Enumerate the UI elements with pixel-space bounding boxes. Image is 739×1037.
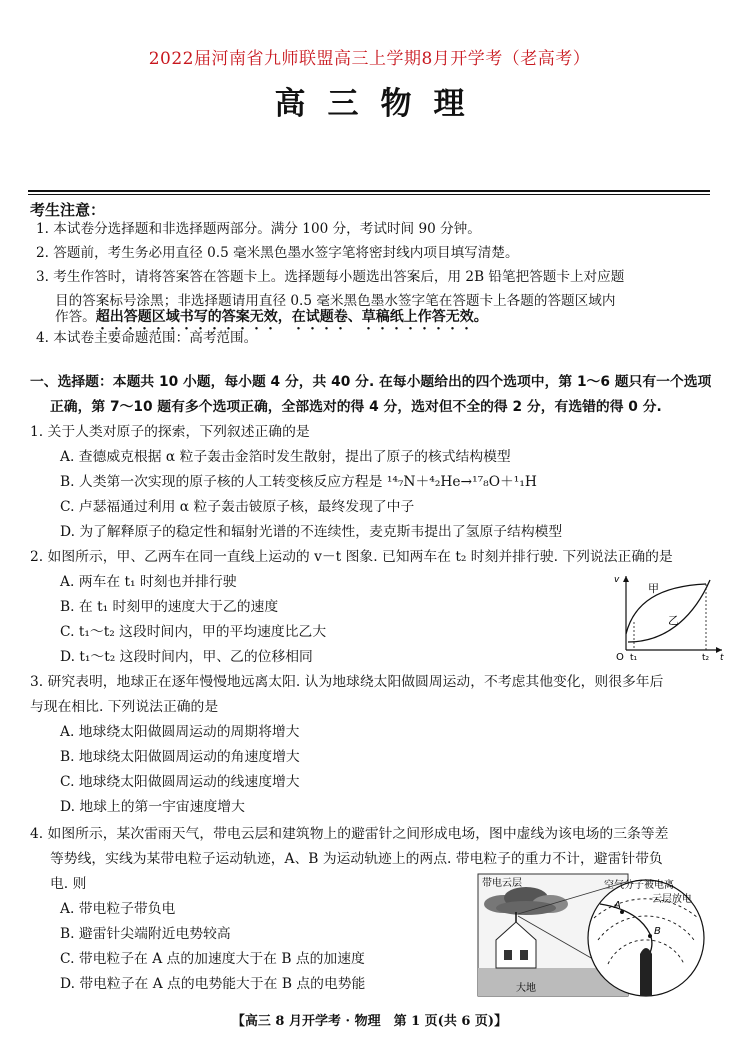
section-heading-line1: 一、选择题：本题共 10 小题，每小题 4 分，共 40 分. 在每小题给出的四个选项中，第 1～6 题只有一个选项 [30,374,712,390]
page-footer: 【高三 8 月开学考 · 物理 第 1 页(共 6 页)】 [231,1014,508,1029]
subject-title: 高三物理 [274,86,487,122]
building-window [520,950,528,960]
q3-option-b: B. 地球绕太阳做圆周运动的角速度增大 [60,749,300,765]
v-axis-arrow [623,576,629,582]
q3-option-c: C. 地球绕太阳做圆周运动的线速度增大 [60,774,300,790]
label-t: t [720,653,724,662]
label-origin: O [616,652,624,662]
q2-stem: 2. 如图所示，甲、乙两车在同一直线上运动的 v－t 图象. 已知两车在 t₂ 时刻并排行驶. 下列说法正确的是 [30,549,673,565]
q3-stem-2: 与现在相比. 下列说法正确的是 [30,699,219,715]
q4-option-d: D. 带电粒子在 A 点的电势能大于在 B 点的电势能 [60,976,366,992]
notice-item-1: 1. 本试卷分选择题和非选择题两部分。满分 100 分，考试时间 90 分钟。 [36,221,481,237]
vt-graph-figure [610,572,730,662]
label-t1: t₁ [630,653,638,662]
q1-option-a: A. 查德威克根据 α 粒子轰击金箔时发生散射，提出了原子的核式结构模型 [60,449,511,465]
section-heading-line2: 正确，第 7～10 题有多个选项正确，全部选对的得 4 分，选对但不全的得 2 分，有选错的得 0 分. [50,399,662,415]
q4-stem-1: 4. 如图所示，某次雷雨天气，带电云层和建筑物上的避雷针之间形成电场，图中虚线为该电场的三条等差 [30,826,669,842]
label-yi: 乙 [668,614,679,627]
q3-option-d: D. 地球上的第一宇宙速度增大 [60,799,245,815]
point-b [648,934,652,938]
label-t2: t₂ [702,653,710,662]
notice-item-3: 3. 考生作答时，请将答案答在答题卡上。选择题每小题选出答案后，用 2B 铅笔把答题卡上对应题 [36,269,625,285]
label-cloud: 带电云层 [482,878,522,889]
notice-warning: 超出答题区域书写的答案无效，在试题卷、草稿纸上作答无效。 [95,309,488,325]
q1-option-d: D. 为了解释原子的稳定性和辐射光谱的不连续性，麦克斯韦提出了氢原子结构模型 [60,524,563,540]
label-ground: 大地 [516,983,536,994]
q2-option-d: D. t₁～t₂ 这段时间内，甲、乙的位移相同 [60,649,313,665]
label-cloud-discharge: 云层放电 [652,894,692,905]
notice-item-3-tail: 作答。 [55,309,96,325]
label-v: v [614,575,620,585]
q4-option-a: A. 带电粒子带负电 [60,901,176,917]
q1-option-b: B. 人类第一次实现的原子核的人工转变核反应方程是 ¹⁴₇N＋⁴₂He→¹⁷₈O＋¹₁H [60,474,537,490]
q4-option-c: C. 带电粒子在 A 点的加速度大于在 B 点的加速度 [60,951,365,967]
notice-item-4: 4. 本试卷主要命题范围：高考范围。 [36,330,258,346]
q1-option-c: C. 卢瑟福通过利用 α 粒子轰击铍原子核，最终发现了中子 [60,499,415,515]
notice-item-2: 2. 答题前，考生务必用直径 0.5 毫米黑色墨水签字笔将密封线内项目填写清楚。 [36,245,519,261]
q3-stem-1: 3. 研究表明，地球正在逐年慢慢地远离太阳. 认为地球绕太阳做圆周运动，不考虑其他变化，则很多年后 [30,674,664,690]
lightning-rod [640,948,652,996]
curve-jia [626,584,706,634]
building-window [504,950,512,960]
q2-option-a: A. 两车在 t₁ 时刻也并排行驶 [60,574,237,590]
label-jia: 甲 [648,582,659,595]
lightning-rod-figure [476,868,726,998]
label-a: A [614,900,621,911]
label-air-ionized: 空气分子被电离 [604,880,674,891]
q4-stem-2: 等势线，实线为某带电粒子运动轨迹，A、B 为运动轨迹上的两点. 带电粒子的重力不计，避雷针带负 [50,851,663,867]
q4-option-b: B. 避雷针尖端附近电势较高 [60,926,231,942]
divider-thin [28,194,710,195]
q2-option-c: C. t₁～t₂ 这段时间内，甲的平均速度比乙大 [60,624,327,640]
notice-heading: 考生注意： [30,201,106,219]
divider-thick [28,190,710,192]
notice-item-3-cont: 目的答案标号涂黑；非选择题请用直径 0.5 毫米黑色墨水签字笔在答题卡上各题的答题区域内 [55,293,616,309]
q1-stem: 1. 关于人类对原子的探索，下列叙述正确的是 [30,424,310,440]
q4-stem-3: 电. 则 [50,876,87,892]
exam-title: 2022届河南省九师联盟高三上学期8月开学考（老高考） [148,49,591,69]
label-b: B [654,926,661,937]
q2-option-b: B. 在 t₁ 时刻甲的速度大于乙的速度 [60,599,279,615]
q3-option-a: A. 地球绕太阳做圆周运动的周期将增大 [60,724,300,740]
